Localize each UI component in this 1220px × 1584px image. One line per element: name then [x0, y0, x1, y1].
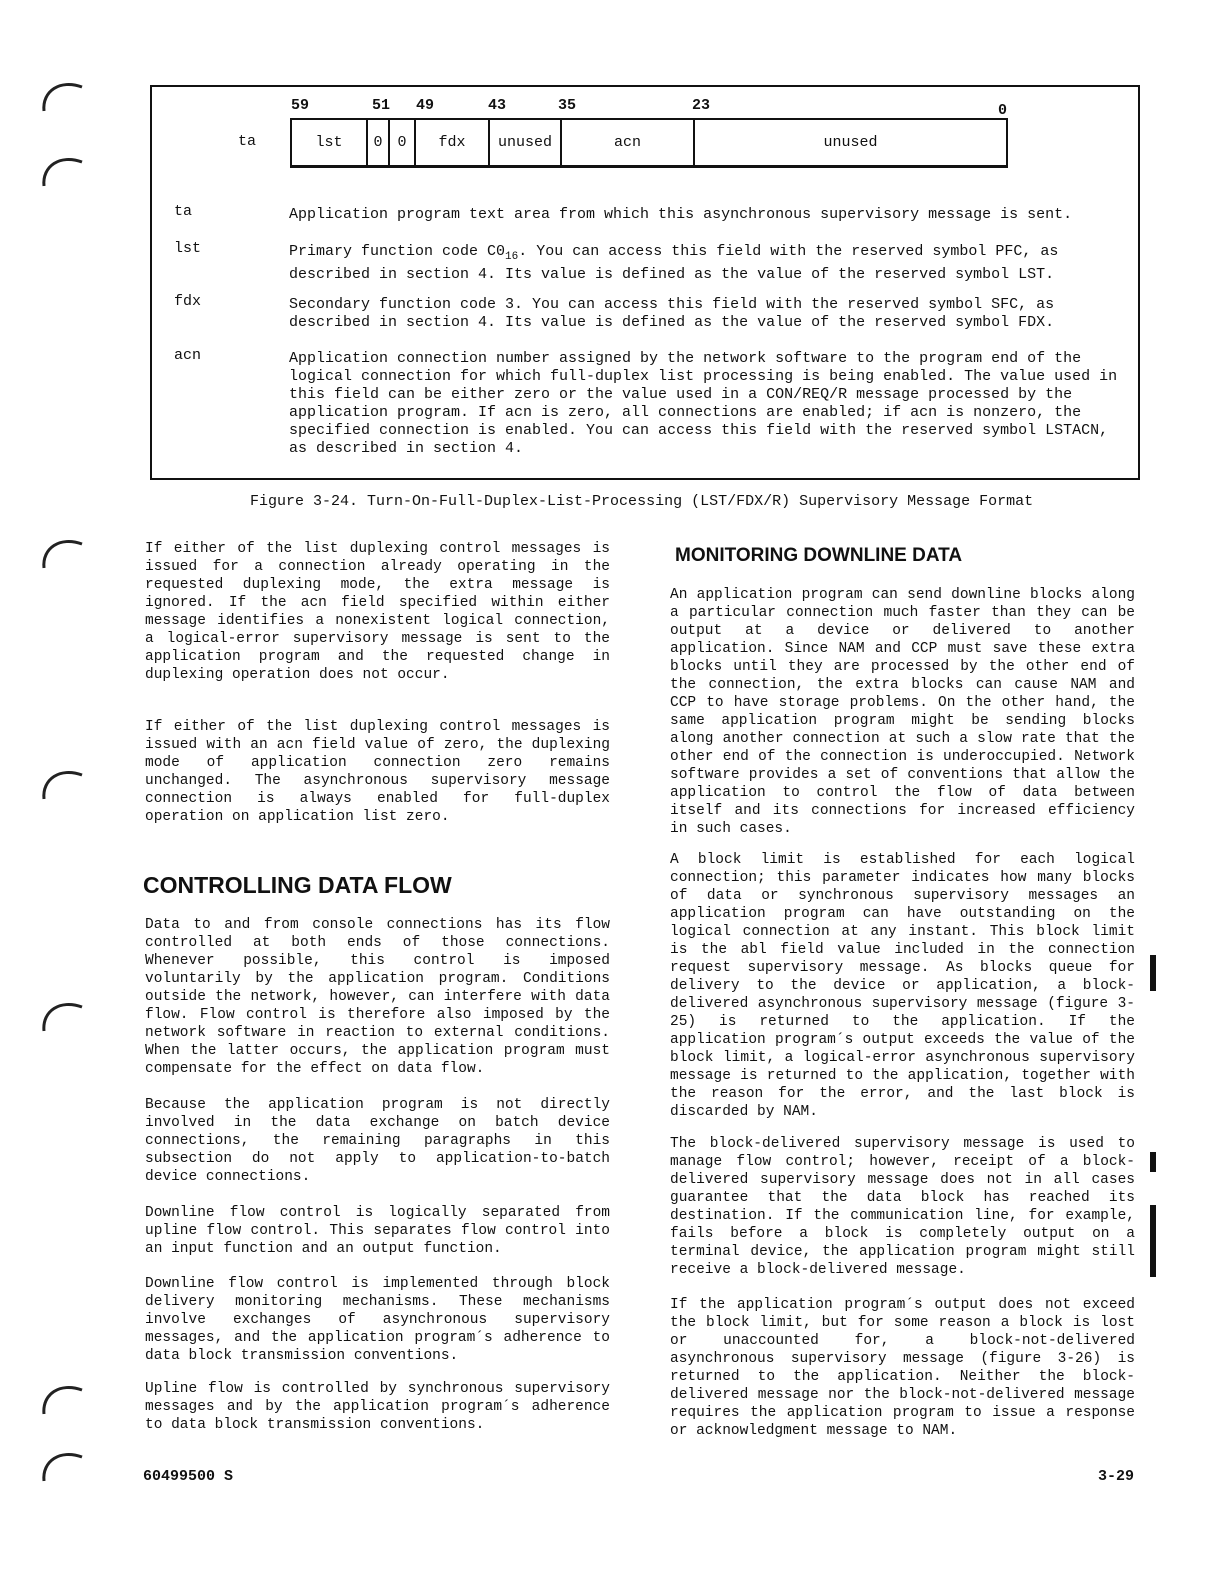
definition-text: Application connection number assigned by the network software to the program end of the logical connection for which full-duplex list processing is being enabled. The value used in this field can be either zero or the value used in a CON/REQ/R message processed by the application program. If acn is zero, all connections are enabled; if acn is nonzero, the specified connection is enabled. You can access this field with the reserved symbol LSTACN, as described in section 4. [289, 350, 1118, 457]
punch-hole-mark [34, 75, 90, 115]
definition-text: Primary function code $C0_{16}$. You can access this field with the reserved symbol PFC, as described in section 4. Its value is defined as the value of the reserved symbol LST. [289, 243, 1059, 283]
revision-change-bar [1150, 1205, 1156, 1277]
bit-position-label: 23 [692, 97, 711, 114]
field-cell: unused [823, 134, 878, 151]
bit-position-label: 49 [416, 97, 435, 114]
field-cell: lst [292, 120, 368, 165]
section-heading: CONTROLLING DATA FLOW [143, 872, 452, 898]
body-paragraph: An application program can send downline blocks along a particular connection much faster than they can be output at a device or delivered to another application. Since NAM and CCP must save these extra blocks until they are processed by the other end of the connection, the extra blocks can cause NAM and CCP to have storage problems. On the other hand, the same application program might be sending blocks along another connection at such a slow rate that the other end of the connection is underoccupied. Network software provides a set of conventions that allow the application to control the flow of data between itself and its connections for increased efficiency in such cases. [670, 587, 1135, 837]
punch-hole-mark [34, 763, 90, 803]
definition-term: ta [174, 203, 193, 220]
body-paragraph: If either of the list duplexing control messages is issued with an acn field value of zero, the duplexing mode of application connection zero remains unchanged. The asynchronous supervisory message connection is always enabled for full-duplex operation on application list zero. [145, 719, 610, 825]
document-number: 60499500 S [143, 1468, 234, 1485]
punch-hole-mark [34, 995, 90, 1035]
field-cell: 0 [390, 120, 416, 165]
revision-change-bar [1150, 1152, 1156, 1172]
field-cell: 0 [368, 120, 390, 165]
figure-caption: Figure 3-24. Turn-On-Full-Duplex-List-Processing (LST/FDX/R) Supervisory Message Format [250, 493, 1034, 510]
bit-position-label: 59 [291, 97, 310, 114]
definition-term: fdx [174, 293, 202, 310]
punch-hole-mark [34, 1378, 90, 1418]
bit-position-label: 51 [372, 97, 391, 114]
definition-term: acn [174, 347, 202, 364]
field-cell: acn [562, 120, 695, 165]
register-label: ta [238, 133, 257, 150]
body-paragraph: Because the application program is not directly involved in the data exchange on batch device connections, the remaining paragraphs in this subsection do not apply to application-to-batch device connections. [145, 1097, 610, 1185]
punch-hole-mark [34, 1445, 90, 1485]
definition-term: lst [174, 240, 202, 257]
definition-text: Secondary function code 3. You can access this field with the reserved symbol SFC, as described in section 4. Its value is defined as the value of the reserved symbol FDX. [289, 296, 1055, 331]
page-number: 3-29 [1098, 1468, 1135, 1485]
definition-text: Application program text area from which this asynchronous supervisory message is sent. [289, 206, 1073, 223]
field-cell: fdx [416, 120, 490, 165]
bit-position-label: 43 [488, 97, 507, 114]
body-paragraph: Downline flow control is logically separated from upline flow control. This separates flow control into an input function and an output function. [145, 1205, 610, 1257]
revision-change-bar [1150, 955, 1156, 991]
punch-hole-mark [34, 150, 90, 190]
subsection-heading: MONITORING DOWNLINE DATA [675, 545, 963, 566]
body-paragraph: The block-delivered supervisory message is used to manage flow control; however, receipt of a block-delivered supervisory message does not in all cases guarantee that the data block has reached its destination. If the communication line, for example, fails before a block is completely output on a terminal device, the application program might still receive a block-delivered message. [670, 1136, 1135, 1278]
body-paragraph: If either of the list duplexing control messages is issued for a connection already operating in the requested duplexing mode, the extra message is ignored. If the acn field specified within either message identifies a nonexistent logical connection, a logical-error supervisory message is sent to the application program and the requested change in duplexing operation does not occur. [145, 541, 610, 683]
bit-position-label: 0 [998, 102, 1008, 119]
body-paragraph: If the application program´s output does not exceed the block limit, but for some reason a block is lost or unaccounted for, a block-not-delivered asynchronous supervisory message (figure 3-26) is returned to the application. Neither the block-delivered message nor the block-not-delivered message requires the application program to issue a response or acknowledgment message to NAM. [670, 1297, 1135, 1439]
body-paragraph: A block limit is established for each logical connection; this parameter indicates how many blocks of data or synchronous supervisory messages an application program can have outstanding on the logical connection at any instant. This block limit is the abl field value included in the connection request supervisory message. As blocks queue for delivery to the device or application, a block-delivered asynchronous supervisory message (figure 3-25) is returned to the application. If the application program´s output exceeds the value of the block limit, a logical-error asynchronous supervisory message is returned to the application, together with the reason for the error, and the last block is discarded by NAM. [670, 852, 1135, 1120]
punch-hole-mark [34, 532, 90, 572]
body-paragraph: Upline flow is controlled by synchronous supervisory messages and by the application program´s adherence to data block transmission conventions. [145, 1381, 610, 1433]
field-cell: unused [490, 120, 562, 165]
message-word-diagram [290, 118, 1008, 168]
body-paragraph: Downline flow control is implemented through block delivery monitoring mechanisms. These mechanisms involve exchanges of asynchronous supervisory messages, and the application program´s adherence to data block transmission conventions. [145, 1276, 610, 1364]
bit-position-label: 35 [558, 97, 577, 114]
body-paragraph: Data to and from console connections has its flow controlled at both ends of those connections. Whenever possible, this control is imposed voluntarily by the application program. Conditions outside the network, however, can interfere with data flow. Flow control is therefore also imposed by the network software in reaction to external conditions. When the latter occurs, the application program must compensate for the effect on data flow. [145, 917, 610, 1077]
